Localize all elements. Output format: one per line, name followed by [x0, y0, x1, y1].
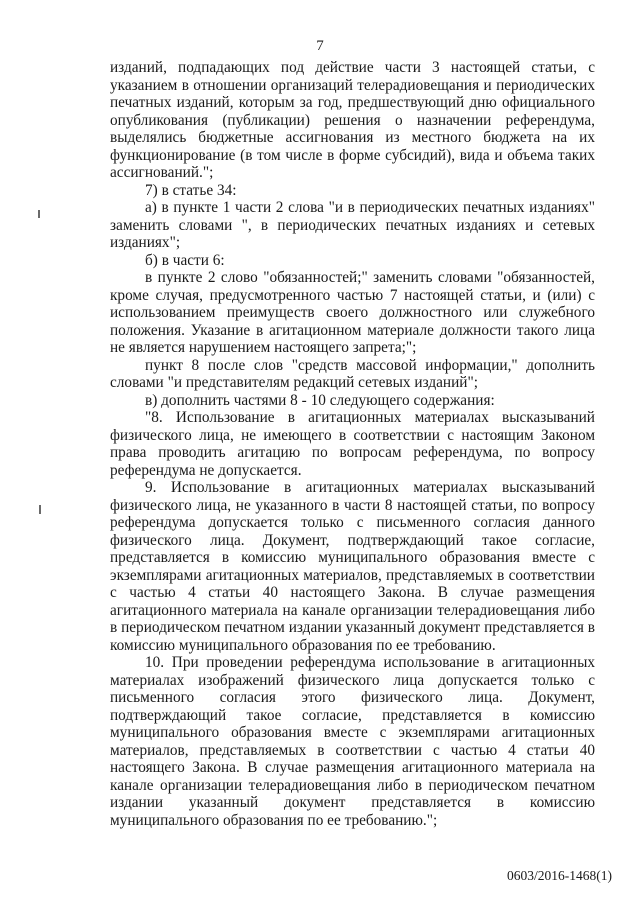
paragraph: а) в пункте 1 части 2 слова "и в периодических печатных изданиях" заменить словами ", в периодических печатных изданиях и сетевых изданиях"; [110, 199, 595, 251]
paragraph: в) дополнить частями 8 - 10 следующего содержания: [145, 391, 495, 409]
paragraph: 7) в статье 34: [145, 181, 237, 199]
paragraph: б) в части 6: [145, 251, 225, 269]
paragraph: 9. Использование в агитационных материалах высказываний физического лица, не указанного в части 8 настоящей статьи, по вопросу референдума допускается только с письменного согласия данного физического лица. Документ, подтверждающий такое согласие, представляется в комиссию муниципального образования вместе с экземплярами агитационных материалов, представляемых в соответствии с частью 4 статьи 40 настоящего Закона. В случае размещения агитационного материала на канале организации телерадиовещания либо в периодическом печатном издании указанный документ представляется в комиссию муниципального образования по ее требованию. [110, 479, 595, 654]
paragraph: в пункте 2 слово "обязанностей;" заменить словами "обязанностей, кроме случая, предусмотренного частью 7 настоящей статьи, и (или) с использованием преимуществ своего должностного или служебного положения. Указание в агитационном материале должности такого лица не является нарушением настоящего запрета;"; [110, 269, 595, 356]
page-number: 7 [316, 38, 324, 54]
scan-mark [38, 210, 40, 218]
paragraph: пункт 8 после слов "средств массовой информации," дополнить словами "и представителям редакций сетевых изданий"; [110, 356, 595, 391]
paragraph: изданий, подпадающих под действие части 3 настоящей статьи, с указанием в отношении организаций телерадиовещания и периодических печатных изданий, которым за год, предшествующий дню официального опубликования (публикации) решения о назначении референдума, выделялись бюджетные ассигнования из местного бюджета на их функционирование (в том числе в форме субсидий), вида и объема таких ассигнований."; [110, 59, 595, 181]
document-body [110, 59, 595, 829]
document-code: 0603/2016-1468(1) [507, 868, 612, 883]
paragraph: 10. При проведении референдума использование в агитационных материалах изображений физического лица допускается только с письменного согласия этого физического лица. Документ, подтверждающий такое согласие, представляется в комиссию муниципального образования вместе с экземплярами агитационных материалов, представляемых в соответствии с частью 4 статьи 40 настоящего Закона. В случае размещения агитационного материала на канале организации телерадиовещания либо в периодическом печатном издании указанный документ представляется в комиссию муниципального образования по ее требованию."; [110, 654, 595, 829]
paragraph: "8. Использование в агитационных материалах высказываний физического лица, не имеющего в соответствии с настоящим Законом права проводить агитацию по вопросам референдума, по вопросу референдума не допускается. [110, 409, 595, 479]
scan-mark [39, 505, 41, 514]
